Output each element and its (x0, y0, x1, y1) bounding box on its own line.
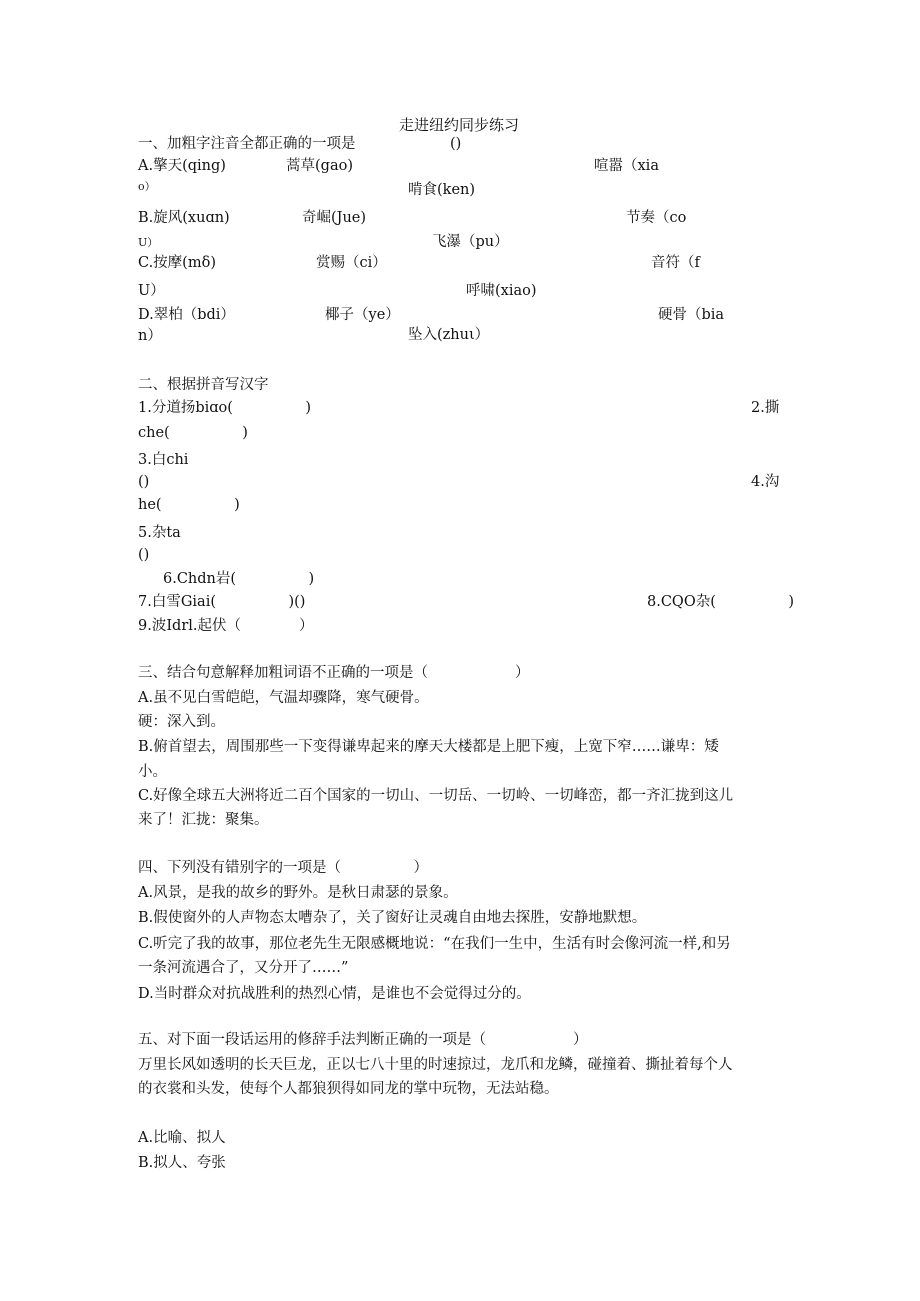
q2-item-5: 5.杂ta (138, 525, 181, 541)
q1-heading: 一、加粗字注音全都正确的一项是 (138, 136, 356, 152)
q2-item-8: 8.CQO杂( ) (647, 594, 795, 610)
q1-option-b-word3: 节奏（co (626, 210, 687, 226)
q2-item-2: 2.撕 (751, 400, 780, 416)
q1-option-b-cont: U） (138, 236, 159, 249)
q5-option-a: A.比喻、拟人 (138, 1130, 226, 1146)
q1-option-c: C.按摩(mδ) (138, 255, 216, 271)
q2-item-7: 7.白雪Giai( )() (138, 594, 306, 610)
q2-item-9: 9.波Idrl.起伏（ ） (138, 618, 314, 634)
q1-option-b-word4: 飞瀑（pu） (432, 234, 509, 250)
q1-option-c-cont: U） (138, 283, 165, 299)
q4-option-a: A.风景，是我的故乡的野外。是秋日肃瑟的景象。 (138, 885, 458, 901)
q5-passage-line1: 万里长风如透明的长天巨龙，正以七八十里的时速掠过，龙爪和龙鳞，碰撞着、撕扯着每个人 (138, 1057, 733, 1073)
q1-option-d-cont: n） (138, 328, 162, 344)
q1-option-d: D.翠柏（bdi） (138, 307, 235, 323)
q1-option-a: A.擎天(qing) (138, 158, 226, 174)
q4-option-b: B.假使窗外的人声物态太嘈杂了，关了窗好让灵魂自由地去探胜，安静地默想。 (138, 910, 647, 926)
q1-option-a-word2: 蒿草(gao) (286, 158, 353, 174)
q1-option-d-word3: 硬骨（bia (658, 307, 725, 323)
q3-option-a-explain: 硬：深入到。 (138, 714, 225, 730)
q1-option-d-word4: 坠入(zhuι） (408, 327, 490, 343)
q3-heading: 三、结合句意解释加粗词语不正确的一项是（ ） (138, 665, 530, 681)
q2-item-3-cont: () (138, 474, 150, 490)
q1-answer-paren: () (450, 136, 462, 152)
q2-item-3: 3.白chi (138, 452, 189, 468)
q3-option-b-cont: 小。 (138, 764, 167, 780)
q4-option-d: D.当时群众对抗战胜利的热烈心情，是谁也不会觉得过分的。 (138, 986, 531, 1002)
q5-option-b: B.拟人、夸张 (138, 1155, 226, 1171)
q1-option-a-word3: 喧嚣（xia (594, 158, 659, 174)
q3-option-a: A.虽不见白雪皑皑，气温却骤降，寒气硬骨。 (138, 690, 429, 706)
q2-item-1: 1.分道扬biɑo( ) (138, 400, 312, 416)
q2-item-4: 4.沟 (751, 474, 780, 490)
q2-item-4-cont: he( ) (138, 497, 240, 513)
q1-option-c-word4: 呼啸(xiao) (466, 283, 537, 299)
q3-option-c-cont: 来了！汇拢：聚集。 (138, 812, 269, 828)
page-title: 走进纽约同步练习 (399, 116, 520, 134)
q3-option-b: B.俯首望去，周围那些一下变得谦卑起来的摩天大楼都是上肥下瘦，上宽下窄……谦卑：矮 (138, 739, 719, 755)
q1-option-c-word3: 音符（f (651, 255, 700, 271)
q3-option-c: C.好像全球五大洲将近二百个国家的一切山、一切岳、一切岭、一切峰峦，都一齐汇拢到这儿 (138, 788, 734, 804)
q5-passage-line2: 的衣裳和头发，使每个人都狼狈得如同龙的掌中玩物，无法站稳。 (138, 1081, 559, 1097)
q5-heading: 五、对下面一段话运用的修辞手法判断正确的一项是（ ） (138, 1032, 588, 1048)
q1-option-d-word2: 椰子（ye） (325, 307, 400, 323)
q4-option-c-cont: 一条河流遇合了，又分开了……” (138, 960, 349, 976)
q2-heading: 二、根据拼音写汉字 (138, 377, 269, 393)
q1-option-b-word2: 奇崛(Jue) (302, 210, 367, 226)
q2-item-2-cont: che( ) (138, 425, 248, 441)
q1-option-a-cont: o） (138, 180, 156, 193)
q4-heading: 四、下列没有错别字的一项是（ ） (138, 860, 428, 876)
q2-item-5-cont: () (138, 547, 150, 563)
q1-option-b: B.旋风(xuɑn) (138, 210, 230, 226)
q4-option-c: C.听完了我的故事，那位老先生无限感概地说：“在我们一生中，生活有时会像河流一样,和另 (138, 936, 731, 952)
q1-option-a-word4: 啃食(ken) (408, 182, 476, 198)
q2-item-6: 6.Chdn岩( ) (163, 571, 315, 587)
q1-option-c-word2: 赏赐（ci） (316, 255, 387, 271)
